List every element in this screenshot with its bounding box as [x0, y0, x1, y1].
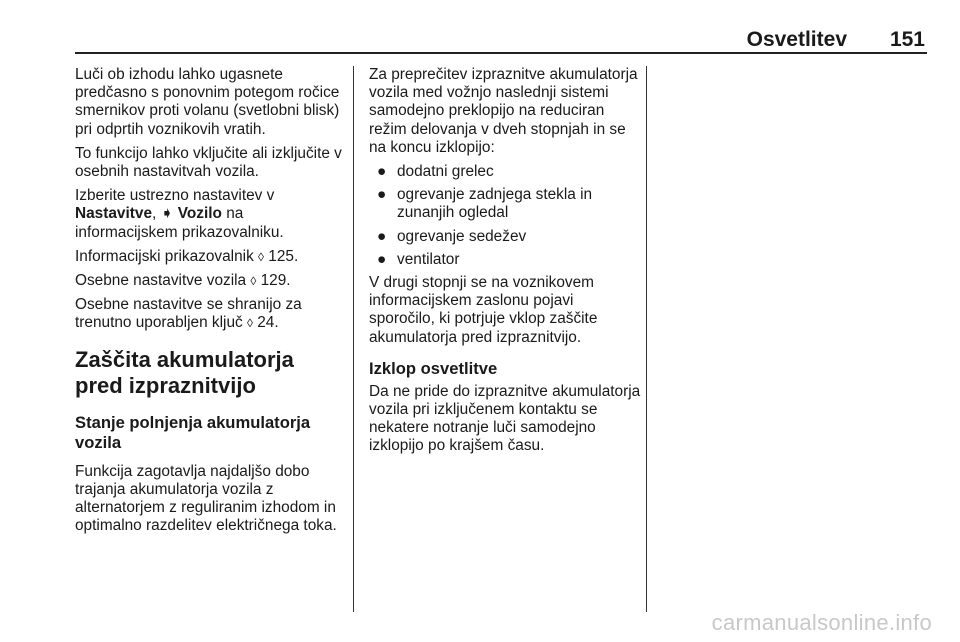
subsection-heading: Izklop osvetlitve — [369, 358, 498, 378]
ref-page: 125. — [263, 247, 299, 265]
section-heading: Zaščita akumulatorja pred izpraznitvijo — [75, 346, 294, 398]
bullet-icon: ● — [377, 163, 387, 181]
menu-nastavitve: Nastavitve — [75, 205, 152, 223]
ref-page: 129. — [256, 272, 291, 290]
paragraph-toggle-function: To funkcijo lahko vključite ali izključite v osebnih nastavitvah vozila. — [75, 144, 342, 181]
paragraph-function-description: Funkcija zagotavlja najdaljšo dobo trajanja akumulatorja vozila z alternatorjem z reguliranim izhodom in optimalno razdelitev električnega toka. — [75, 462, 337, 535]
bullet-icon: ● — [377, 186, 387, 204]
column-divider-2 — [646, 66, 647, 612]
text-after: na informacijskem prikazovalniku. — [75, 205, 284, 241]
column-left — [75, 66, 347, 541]
text-before: Izberite ustrezno nastavitev v — [75, 187, 275, 205]
watermark: carmanualsonline.info — [711, 610, 932, 635]
ref-page: 24. — [252, 314, 279, 332]
column-middle — [369, 66, 641, 462]
header-rule — [75, 52, 927, 54]
ref-text: Osebne nastavitve vozila — [75, 272, 247, 290]
list-item: ● ogrevanje sedežev — [377, 227, 527, 245]
ref-text: Osebne nastavitve se shranijo za trenutno uporabljen ključ — [75, 296, 302, 332]
systems-list — [369, 163, 641, 269]
menu-vozilo: Vozilo — [177, 205, 222, 223]
text-sep: , — [152, 205, 161, 223]
reference-personal-settings — [75, 272, 347, 290]
page-number: 151 — [889, 28, 925, 51]
bullet-icon: ● — [377, 227, 387, 245]
list-item: ● ventilator — [377, 250, 460, 268]
reference-icon: ◊ — [246, 316, 253, 331]
ref-text: Informacijski prikazovalnik — [75, 247, 254, 265]
paragraph-select-setting — [75, 187, 347, 242]
subsection-heading: Stanje polnjenja akumulatorja vozila — [75, 412, 311, 452]
reference-icon: ◊ — [258, 249, 264, 264]
reference-info-display — [75, 248, 347, 266]
arrow-icon: ➧ — [160, 205, 174, 223]
list-item: ● dodatni grelec — [377, 163, 494, 181]
reference-icon: ◊ — [250, 274, 257, 289]
paragraph-settings-saved — [75, 296, 347, 332]
paragraph-prevent-discharge: Za preprečitev izpraznitve akumulatorja vozila med vožnjo naslednji sistemi samodejno preklopijo na reduciran režim delovanja v dveh stopnjah in se na koncu izklopijo: — [369, 66, 638, 156]
paragraph-exit-lights: Luči ob izhodu lahko ugasnete predčasno s ponovnim potegom ročice smernikov proti volanu (svetlobni blisk) pri odprtih voznikovih vratih. — [75, 66, 340, 138]
bullet-icon: ● — [377, 250, 387, 268]
column-divider-1 — [353, 66, 354, 612]
paragraph-lights-off: Da ne pride do izpraznitve akumulatorja vozila pri izključenem kontaktu se nekatere notranje luči samodejno izklopijo po krajšem času. — [369, 382, 641, 455]
paragraph-second-stage: V drugi stopnji se na voznikovem informacijskem zaslonu pojavi sporočilo, ki potrjuje vklop zaščite akumulatorja pred izpraznitvijo. — [369, 274, 598, 346]
section-title: Osvetlitev — [746, 28, 847, 51]
list-item: ● ogrevanje zadnjega stekla in zunanjih ogledal — [377, 186, 593, 222]
page-header — [75, 28, 927, 54]
